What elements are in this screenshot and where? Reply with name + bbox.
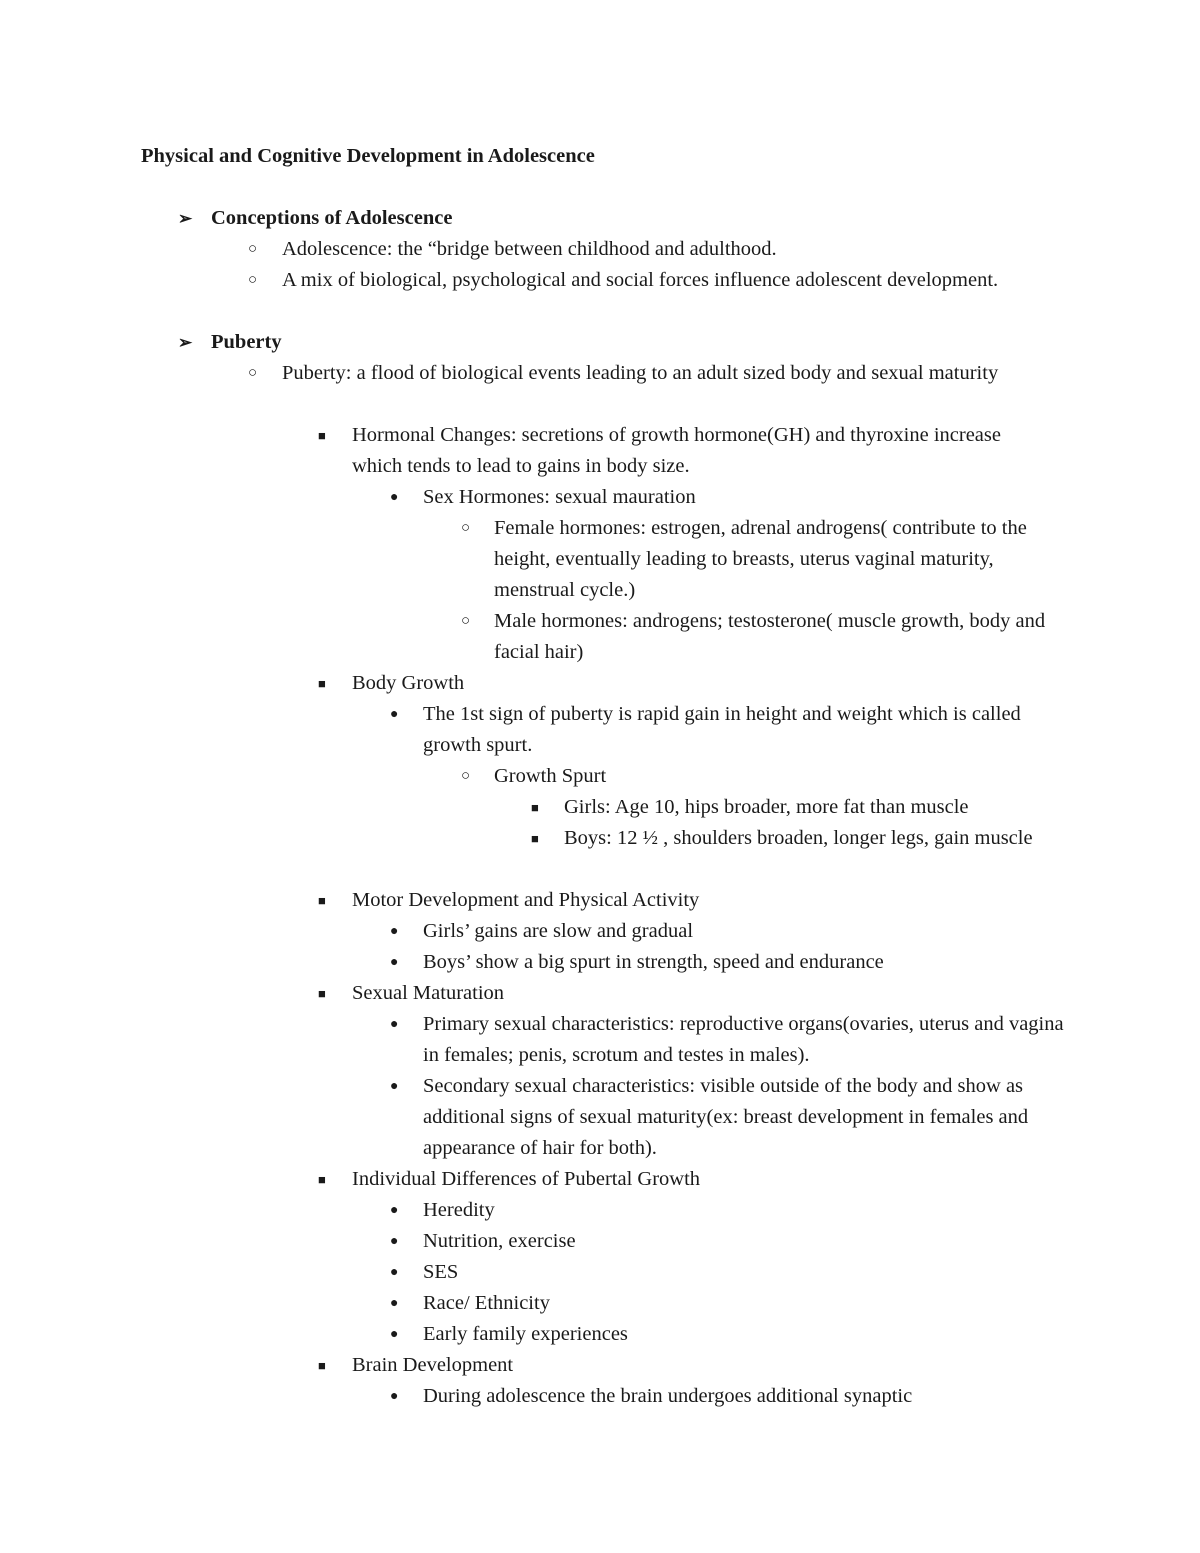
list-item — [390, 482, 1073, 513]
square-bullet-icon: ■ — [531, 831, 539, 846]
list-item-text: Adolescence: the “bridge between childhood and adulthood. — [282, 238, 777, 260]
circle-bullet-icon: ○ — [461, 768, 471, 784]
disc-bullet-icon: ● — [390, 1327, 399, 1342]
circle-bullet-icon: ○ — [461, 613, 471, 629]
list-item-text: Female hormones: estrogen, adrenal androgens( contribute to the height, eventually leading to breasts, uterus vaginal maturity, menstrual cycle.) — [494, 517, 1027, 601]
list-item-text: Secondary sexual characteristics: visible outside of the body and show as additional signs of sexual maturity(ex: breast development in females and appearance of hair for both). — [423, 1075, 1029, 1159]
list-item — [390, 699, 1073, 761]
disc-bullet-icon: ● — [390, 1265, 399, 1280]
list-item-text: Early family experiences — [423, 1323, 628, 1345]
list-item-text: Male hormones: androgens; testosterone( muscle growth, body and facial hair) — [494, 610, 1046, 663]
list-item-text: A mix of biological, psychological and social forces influence adolescent development. — [282, 269, 999, 291]
list-item — [390, 1288, 1073, 1319]
list-item — [248, 358, 1002, 389]
disc-bullet-icon: ● — [390, 490, 399, 505]
list-item — [318, 1164, 1052, 1195]
list-item-text: Hormonal Changes: secretions of growth hormone(GH) and thyroxine increase which tends to lead to gains in body size. — [352, 424, 1001, 477]
list-item — [390, 1195, 1073, 1226]
list-item — [318, 1350, 1052, 1381]
list-item-text: Boys’ show a big spurt in strength, speed and endurance — [423, 951, 884, 973]
square-bullet-icon: ■ — [318, 1358, 326, 1373]
list-item-text: Sexual Maturation — [352, 982, 505, 1004]
document-title: Physical and Cognitive Development in Adolescence — [141, 145, 595, 167]
list-item-text: Individual Differences of Pubertal Growth — [352, 1168, 701, 1190]
disc-bullet-icon: ● — [390, 955, 399, 970]
square-bullet-icon: ■ — [318, 1172, 326, 1187]
list-item — [318, 978, 1052, 1009]
list-item — [461, 761, 1064, 792]
square-bullet-icon: ■ — [318, 676, 326, 691]
list-item-text: Girls’ gains are slow and gradual — [423, 920, 694, 942]
list-item — [390, 1319, 1073, 1350]
list-item — [390, 1381, 1073, 1412]
square-bullet-icon: ■ — [318, 893, 326, 908]
disc-bullet-icon: ● — [390, 707, 399, 722]
list-item-text: Sex Hormones: sexual mauration — [423, 486, 696, 508]
list-item-text: Brain Development — [352, 1354, 514, 1376]
list-item-text: Motor Development and Physical Activity — [352, 889, 700, 911]
list-item — [248, 234, 1002, 265]
disc-bullet-icon: ● — [390, 1017, 399, 1032]
circle-bullet-icon: ○ — [248, 272, 258, 288]
square-bullet-icon: ■ — [318, 986, 326, 1001]
list-item — [390, 1257, 1073, 1288]
circle-bullet-icon: ○ — [248, 365, 258, 381]
list-item-text: Growth Spurt — [494, 765, 607, 787]
list-item — [178, 203, 1061, 234]
list-item — [248, 265, 1002, 296]
arrow-bullet-icon: ➢ — [178, 333, 193, 352]
list-item — [318, 885, 1052, 916]
list-item — [531, 823, 1054, 854]
disc-bullet-icon: ● — [390, 1234, 399, 1249]
list-item — [390, 1226, 1073, 1257]
square-bullet-icon: ■ — [531, 800, 539, 815]
list-item-text: Heredity — [423, 1199, 495, 1221]
disc-bullet-icon: ● — [390, 1079, 399, 1094]
disc-bullet-icon: ● — [390, 1203, 399, 1218]
circle-bullet-icon: ○ — [461, 520, 471, 536]
list-item-text: Body Growth — [352, 672, 465, 694]
list-item — [318, 420, 1052, 482]
list-item — [531, 792, 1054, 823]
list-item-text: The 1st sign of puberty is rapid gain in height and weight which is called growth spurt. — [423, 703, 1021, 756]
list-item — [178, 327, 1061, 358]
list-item-text: Nutrition, exercise — [423, 1230, 576, 1252]
list-item — [461, 606, 1064, 668]
square-bullet-icon: ■ — [318, 428, 326, 443]
disc-bullet-icon: ● — [390, 1296, 399, 1311]
disc-bullet-icon: ● — [390, 924, 399, 939]
list-item — [390, 1009, 1073, 1071]
list-item-text: Boys: 12 ½ , shoulders broaden, longer legs, gain muscle — [564, 827, 1033, 849]
list-item — [390, 947, 1073, 978]
list-item-text: Puberty: a flood of biological events leading to an adult sized body and sexual maturity — [282, 362, 999, 384]
list-item-text: Puberty — [211, 331, 282, 353]
list-item-text: During adolescence the brain undergoes additional synaptic — [423, 1385, 913, 1407]
arrow-bullet-icon: ➢ — [178, 209, 193, 228]
list-item — [390, 916, 1073, 947]
disc-bullet-icon: ● — [390, 1389, 399, 1404]
list-item — [390, 1071, 1073, 1164]
list-item-text: Primary sexual characteristics: reproductive organs(ovaries, uterus and vagina in females; penis, scrotum and testes in males). — [423, 1013, 1064, 1066]
list-item-text: Conceptions of Adolescence — [211, 207, 453, 229]
list-item-text: SES — [423, 1261, 459, 1283]
circle-bullet-icon: ○ — [248, 241, 258, 257]
list-item — [461, 513, 1064, 606]
list-item-text: Race/ Ethnicity — [423, 1292, 550, 1314]
list-item — [318, 668, 1052, 699]
list-item-text: Girls: Age 10, hips broader, more fat than muscle — [564, 796, 969, 818]
